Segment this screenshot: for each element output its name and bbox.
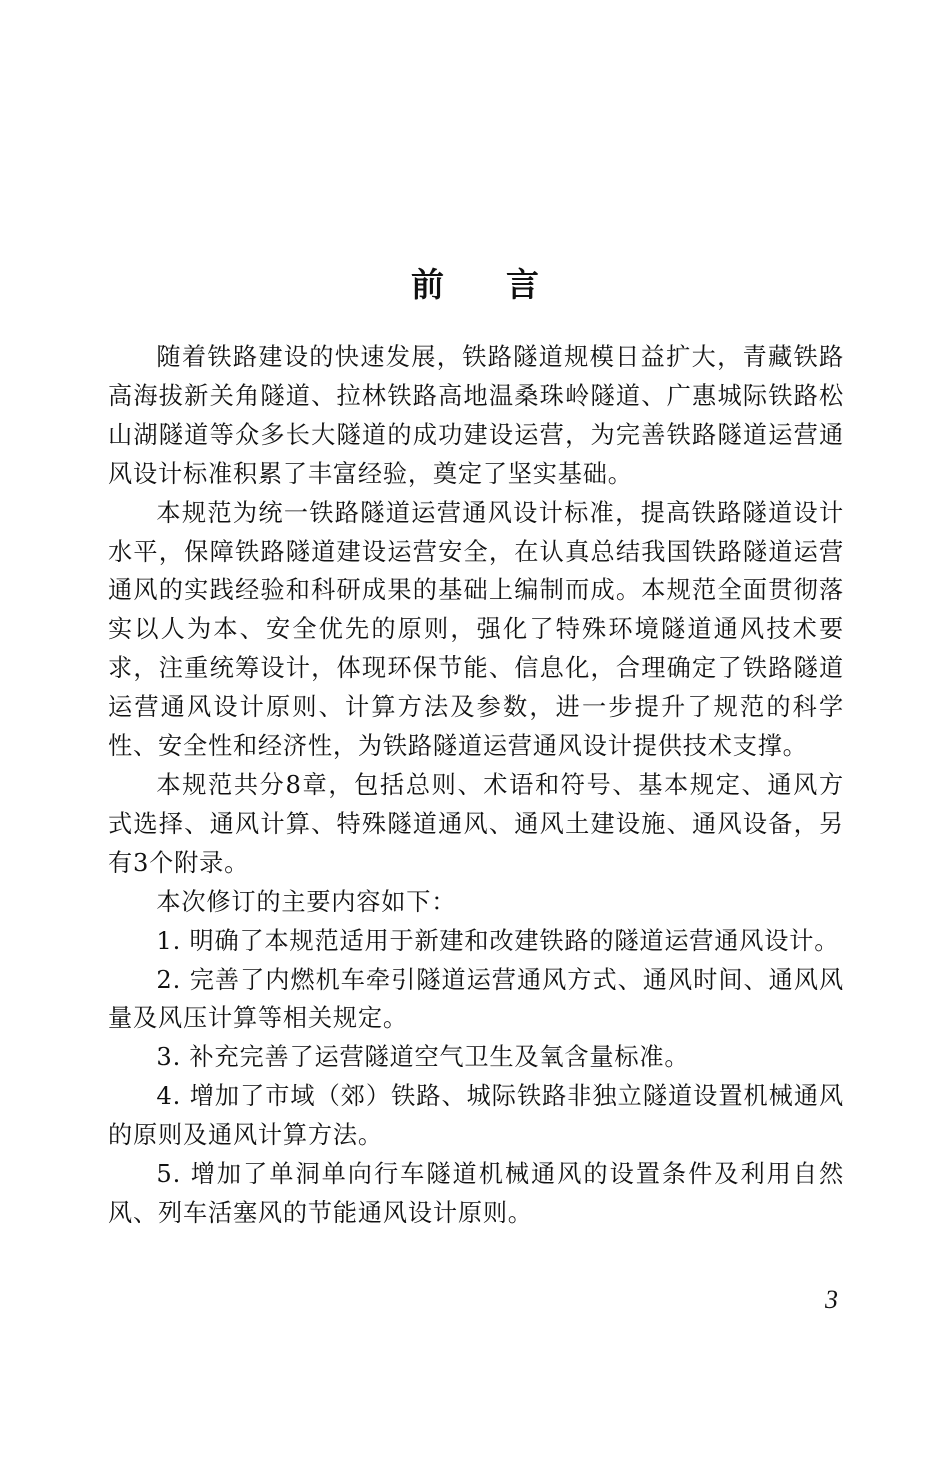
page-title: 前言 (411, 265, 601, 304)
paragraph-background: 随着铁路建设的快速发展，铁路隧道规模日益扩大，青藏铁路高海拔新关角隧道、拉林铁路高地温桑珠岭隧道、广惠城际铁路松山湖隧道等众多长大隧道的成功建设运营，为完善铁路隧道运营通风设计标准积累了丰富经验，奠定了坚实基础。 (108, 343, 844, 488)
revision-item-1: 1. 明确了本规范适用于新建和改建铁路的隧道运营通风设计。 (156, 926, 840, 955)
revision-item-5: 5. 增加了单洞单向行车隧道机械通风的设置条件及利用自然风、列车活塞风的节能通风设计原则。 (108, 1160, 844, 1227)
paragraph-purpose: 本规范为统一铁路隧道运营通风设计标准，提高铁路隧道设计水平，保障铁路隧道建设运营安全，在认真总结我国铁路隧道运营通风的实践经验和科研成果的基础上编制而成。本规范全面贯彻落实以人为本、安全优先的原则，强化了特殊环境隧道通风技术要求，注重统筹设计，体现环保节能、信息化，合理确定了铁路隧道运营通风设计原则、计算方法及参数，进一步提升了规范的科学性、安全性和经济性，为铁路隧道运营通风设计提供技术支撑。 (108, 498, 844, 761)
revision-item-4: 4. 增加了市域（郊）铁路、城际铁路非独立隧道设置机械通风的原则及通风计算方法。 (108, 1082, 844, 1150)
revision-item-3: 3. 补充完善了运营隧道空气卫生及氧含量标准。 (156, 1043, 690, 1072)
paragraph-structure: 本规范共分8章，包括总则、术语和符号、基本规定、通风方式选择、通风计算、特殊隧道通风、通风土建设施、通风设备，另有3个附录。 (108, 770, 844, 877)
page-number: 3 (825, 1285, 838, 1314)
preface-body (108, 338, 844, 1233)
revision-item-2: 2. 完善了内燃机车牵引隧道运营通风方式、通风时间、通风风量及风压计算等相关规定。 (108, 965, 844, 1033)
paragraph-revision-intro: 本次修订的主要内容如下： (156, 887, 457, 916)
